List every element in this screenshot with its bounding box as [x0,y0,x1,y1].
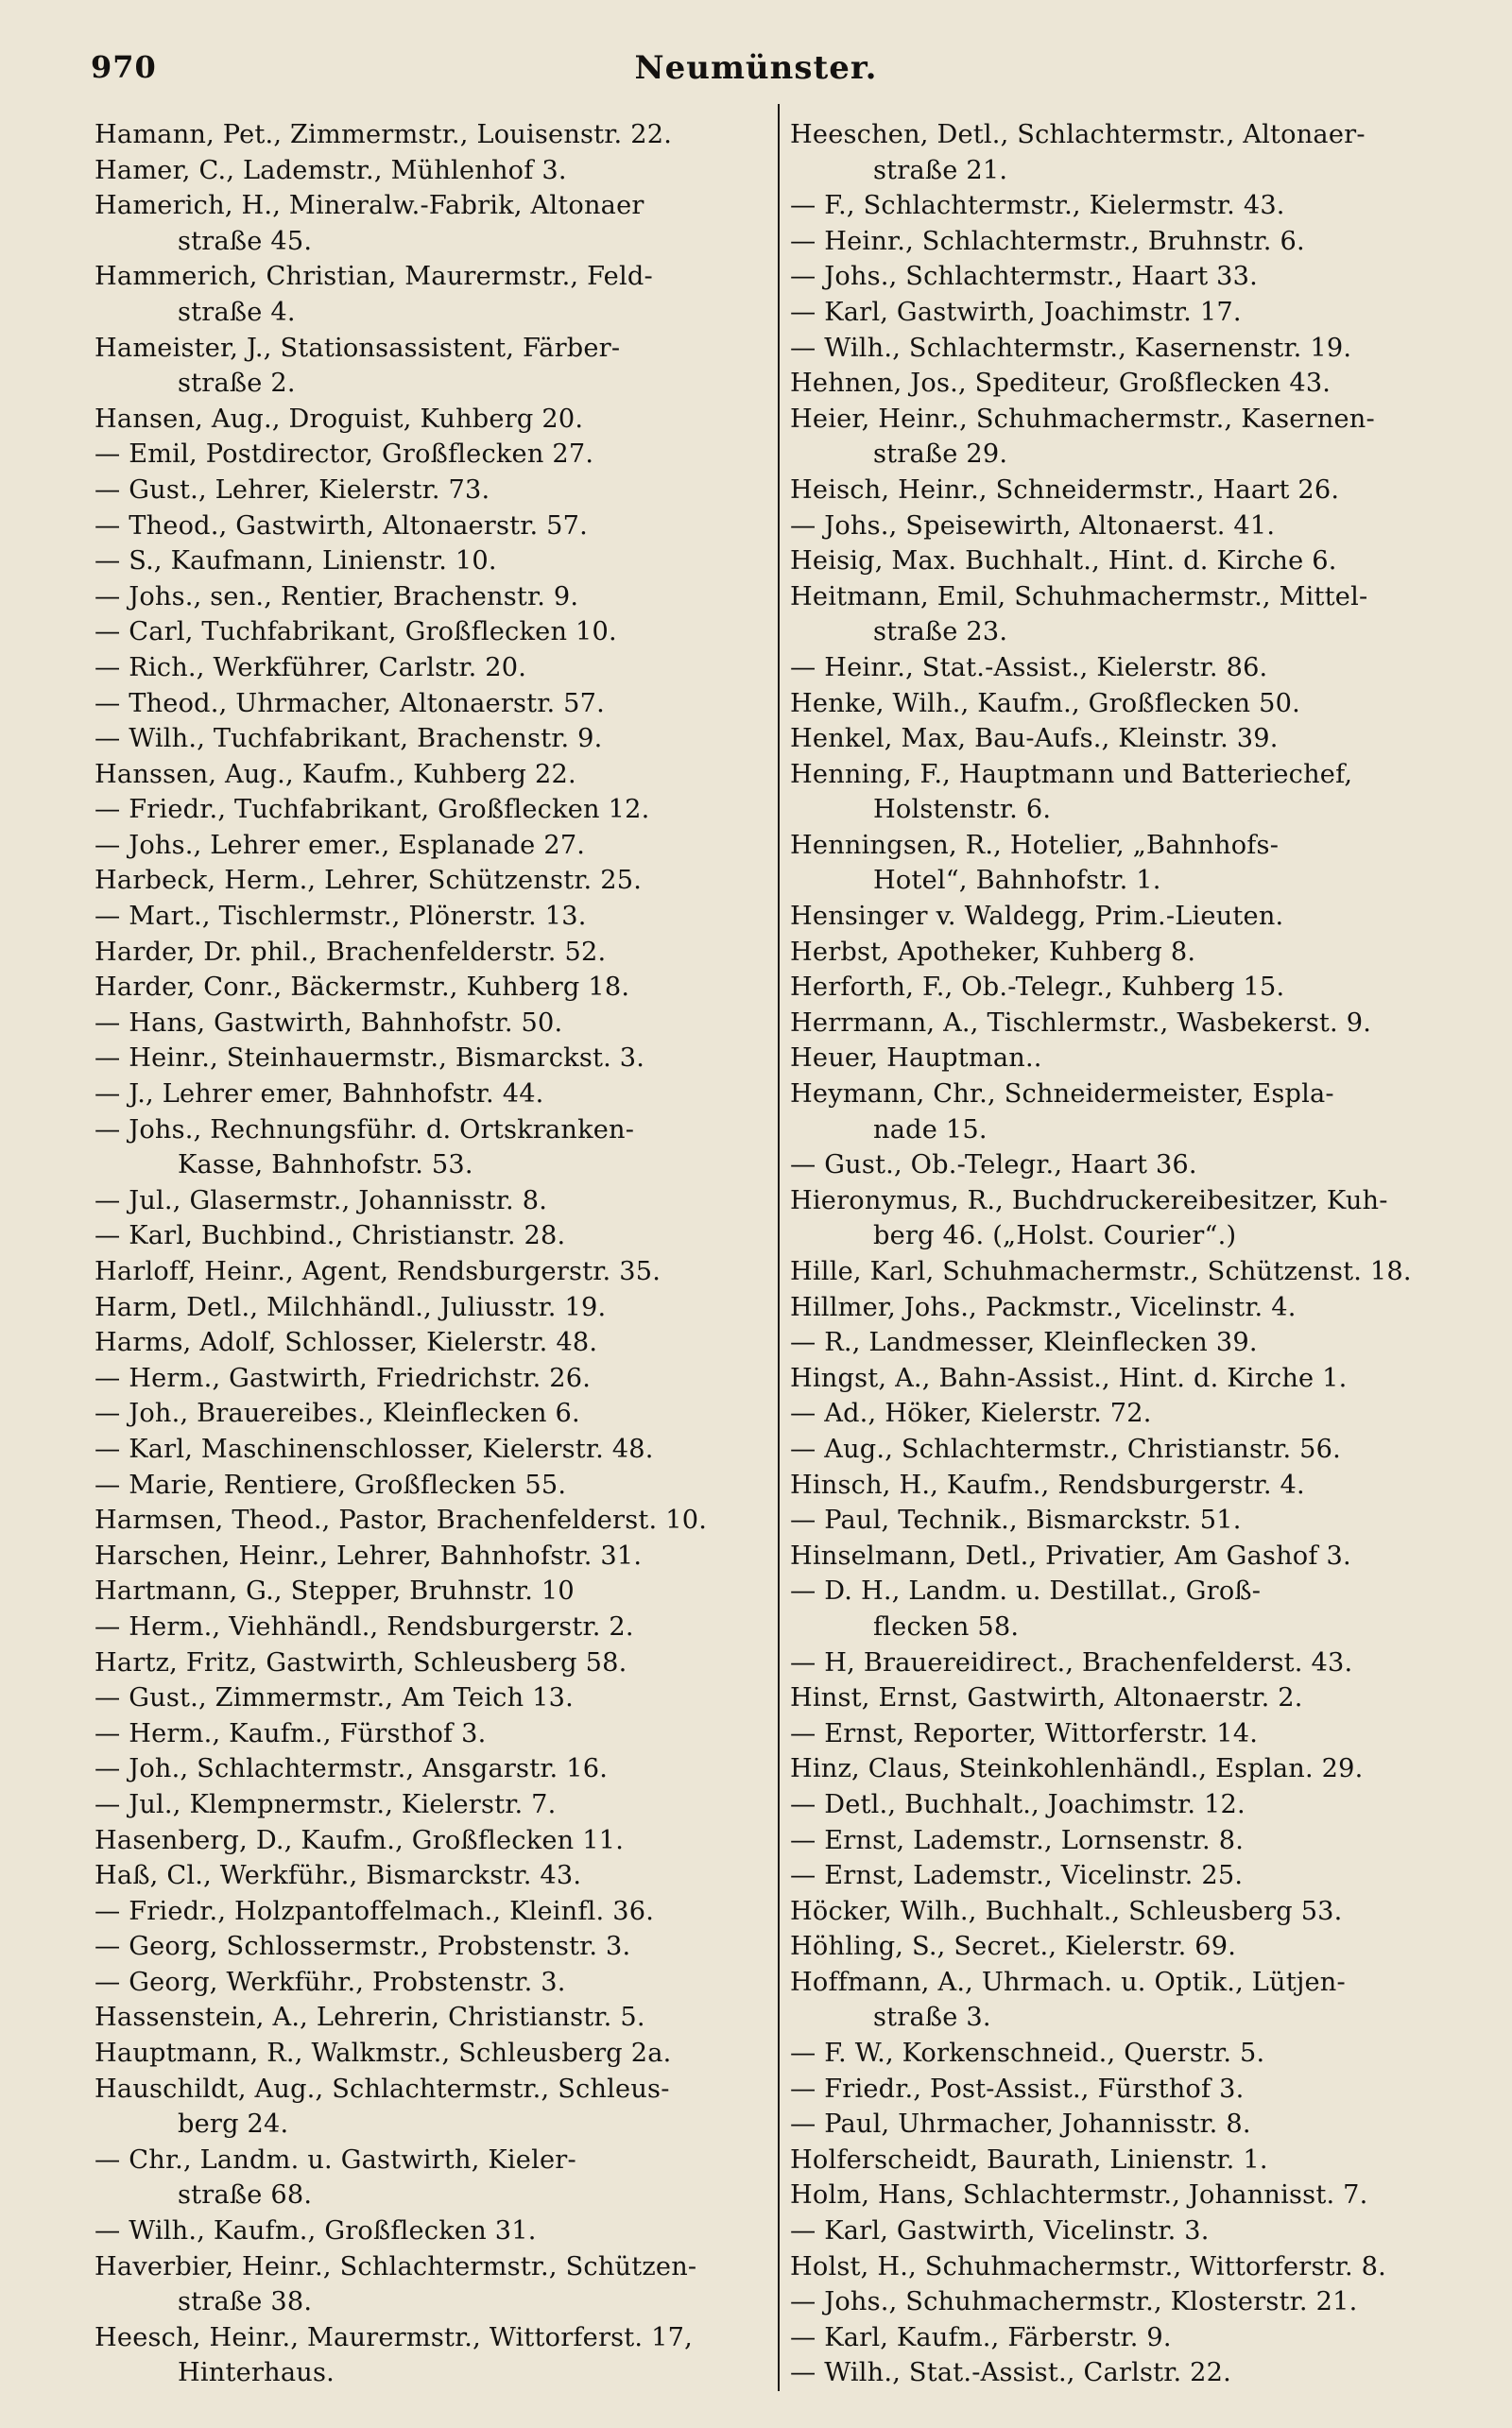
entry-continuation-line: nade 15. [873,1114,988,1145]
entry-line: — Wilh., Schlachtermstr., Kasernenstr. 19. [790,333,1352,363]
entry-line: — Theod., Gastwirth, Altonaerstr. 57. [94,510,588,541]
directory-entry [790,508,1461,544]
entry-line: Hoffmann, A., Uhrmach. u. Optik., Lütjen- [790,1967,1346,1997]
entry-line: — Jul., Glasermstr., Johannisstr. 8. [94,1185,548,1215]
entry-line: Herforth, F., Ob.-Telegr., Kuhberg 15. [790,973,1285,1003]
directory-entry [790,188,1461,224]
directory-entry [790,117,1461,188]
directory-entry [790,259,1461,295]
directory-entry [94,1610,771,1645]
entry-line: — Friedr., Post-Assist., Fürsthof 3. [790,2074,1245,2104]
entry-line: Henning, F., Hauptmann und Batteriechef, [790,759,1353,789]
entry-line: Hensinger v. Waldegg, Prim.-Lieuten. [790,902,1284,932]
directory-entry [790,1574,1461,1644]
entry-line: Harms, Adolf, Schlosser, Kielerstr. 48. [94,1328,598,1358]
directory-entry [94,1965,771,2001]
directory-entry [94,1218,771,1254]
entry-continuation-line: straße 4. [178,297,296,327]
directory-entry [94,543,771,579]
entry-line: — Gust., Ob.-Telegr., Haart 36. [790,1150,1197,1180]
directory-entry [94,1468,771,1504]
directory-entry [790,2036,1461,2072]
entry-line: Harder, Conr., Bäckermstr., Kuhberg 18. [94,973,630,1003]
directory-entry [790,970,1461,1006]
directory-entry [790,1468,1461,1504]
directory-entry [94,863,771,899]
entry-line: Hinst, Ernst, Gastwirth, Altonaerstr. 2. [790,1683,1303,1713]
directory-entry [94,1006,771,1042]
entry-line: Hartz, Fritz, Gastwirth, Schleusberg 58. [94,1647,627,1678]
entry-line: — Gust., Zimmermstr., Am Teich 13. [94,1683,574,1713]
entry-continuation-line: straße 21. [873,155,1008,185]
entry-line: Haß, Cl., Werkführ., Bismarckstr. 43. [94,1861,582,1891]
entry-line: Heymann, Chr., Schneidermeister, Espla- [790,1079,1334,1110]
directory-entry [94,1894,771,1930]
directory-entry [790,686,1461,722]
directory-entry [94,508,771,544]
entry-line: Hingst, A., Bahn-Assist., Hint. d. Kirche 1. [790,1363,1348,1393]
entry-line: Heitmann, Emil, Schuhmachermstr., Mittel- [790,581,1368,611]
entry-continuation-line: straße 23. [873,617,1008,647]
entry-line: — Wilh., Kaufm., Großflecken 31. [94,2216,537,2247]
directory-entry [790,1716,1461,1752]
entry-continuation-line: straße 38. [178,2287,313,2317]
entry-line: Höcker, Wilh., Buchhalt., Schleusberg 53. [790,1896,1343,1926]
entry-line: Hasenberg, D., Kaufm., Großflecken 11. [94,1825,625,1855]
entry-line: — H, Brauereidirect., Brachenfelderst. 43. [790,1647,1353,1678]
entry-line: — Johs., Schuhmachermstr., Klosterstr. 21. [790,2287,1358,2317]
directory-entry [790,1965,1461,2036]
entry-line: Herrmann, A., Tischlermstr., Wasbekerst. 9. [790,1007,1372,1038]
directory-entry [94,2143,771,2213]
directory-entry [94,153,771,189]
entry-continuation-line: Hotel“, Bahnhofstr. 1. [873,866,1161,896]
entry-line: — Johs., Rechnungsführ. d. Ortskranken- [94,1114,635,1145]
directory-entry [790,402,1461,473]
directory-entry [94,1858,771,1894]
entry-continuation-line: straße 3. [873,2003,991,2033]
entry-line: — Marie, Rentiere, Großflecken 55. [94,1470,567,1500]
entry-continuation-line: straße 68. [178,2180,313,2211]
directory-entry [790,473,1461,508]
entry-line: — F. W., Korkenschneid., Querstr. 5. [790,2039,1265,2069]
directory-entry [94,188,771,259]
entry-line: Hauptmann, R., Walkmstr., Schleusberg 2a. [94,2039,672,2069]
directory-entry [790,2107,1461,2143]
entry-line: — Herm., Viehhändl., Rendsburgerstr. 2. [94,1611,634,1642]
entry-line: — Georg, Schlossermstr., Probstenstr. 3. [94,1932,631,1962]
directory-entry [790,2072,1461,2108]
directory-entry [790,721,1461,757]
directory-entry [94,1787,771,1823]
entry-line: Holferscheidt, Baurath, Linienstr. 1. [790,2144,1268,2175]
directory-entry [790,1858,1461,1894]
directory-entry [94,614,771,650]
entry-line: — Joh., Brauereibes., Kleinflecken 6. [94,1399,580,1429]
directory-entry [790,650,1461,686]
entry-line: — Ad., Höker, Kielerstr. 72. [790,1399,1152,1429]
directory-entry [94,2213,771,2249]
entry-line: Heisch, Heinr., Schneidermstr., Haart 26. [790,474,1340,505]
entry-line: — Wilh., Stat.-Assist., Carlstr. 22. [790,2358,1231,2388]
directory-entry [94,721,771,757]
entry-continuation-line: berg 24. [178,2109,289,2140]
entry-continuation-line: Kasse, Bahnhofstr. 53. [178,1150,473,1180]
entry-line: Hassenstein, A., Lehrerin, Christianstr. 5. [94,2003,645,2033]
directory-entry [94,686,771,722]
page-header [91,49,1421,100]
entry-line: Hillmer, Johs., Packmstr., Vicelinstr. 4. [790,1292,1297,1322]
entry-line: — Ernst, Lademstr., Vicelinstr. 25. [790,1861,1244,1891]
directory-entry [94,1254,771,1290]
directory-entry [790,2213,1461,2249]
entry-line: — Karl, Maschinenschlosser, Kielerstr. 48. [94,1434,654,1464]
entry-line: — Karl, Gastwirth, Vicelinstr. 3. [790,2216,1210,2247]
directory-entry [790,2249,1461,2285]
entry-line: Hamer, C., Lademstr., Mühlenhof 3. [94,155,567,185]
entry-continuation-line: Hinterhaus. [178,2358,335,2388]
directory-entry [790,1503,1461,1539]
directory-entry [790,1432,1461,1468]
entry-line: — Friedr., Holzpantoffelmach., Kleinfl. 36. [94,1896,655,1926]
directory-entry [790,1006,1461,1042]
directory-entry [790,828,1461,899]
directory-entry [790,1076,1461,1147]
directory-entry [94,473,771,508]
entry-line: Hamann, Pet., Zimmermstr., Louisenstr. 22. [94,120,673,149]
directory-entry [790,579,1461,650]
entry-line: Hieronymus, R., Buchdruckereibesitzer, Kuh- [790,1185,1388,1215]
entry-line: — F., Schlachtermstr., Kielermstr. 43. [790,191,1285,221]
directory-entry [94,828,771,864]
entry-line: — Joh., Schlachtermstr., Ansgarstr. 16. [94,1754,609,1784]
entry-line: Hinsch, H., Kaufm., Rendsburgerstr. 4. [790,1470,1305,1500]
directory-entry [790,1645,1461,1681]
entry-line: — Chr., Landm. u. Gastwirth, Kieler- [94,2144,576,2175]
directory-entry [94,259,771,330]
entry-line: Hartmann, G., Stepper, Bruhnstr. 10 [94,1576,575,1607]
entry-line: — Heinr., Steinhauermstr., Bismarckst. 3. [94,1043,645,1074]
directory-entry [94,1645,771,1681]
entry-continuation-line: straße 29. [873,439,1008,470]
entry-line: — Wilh., Tuchfabrikant, Brachenstr. 9. [94,724,603,754]
directory-entry [94,970,771,1006]
directory-entry [790,1361,1461,1397]
entry-line: Heeschen, Detl., Schlachtermstr., Altonaer- [790,120,1366,149]
directory-entry [94,1929,771,1965]
directory-entry [94,1183,771,1219]
entry-line: Harbeck, Herm., Lehrer, Schützenstr. 25. [94,866,643,896]
directory-entry [790,1325,1461,1361]
directory-entry [790,1183,1461,1254]
column-divider [778,104,780,2391]
entry-line: Hanssen, Aug., Kaufm., Kuhberg 22. [94,759,576,789]
entry-line: Harder, Dr. phil., Brachenfelderstr. 52. [94,937,607,967]
directory-entry [790,2320,1461,2356]
entry-line: Harm, Detl., Milchhändl., Juliusstr. 19. [94,1292,607,1322]
entry-line: — Johs., Speisewirth, Altonaerst. 41. [790,510,1276,541]
entry-line: Holm, Hans, Schlachtermstr., Johannisst. 7. [790,2180,1368,2211]
directory-entry [94,1290,771,1326]
entry-line: — Theod., Uhrmacher, Altonaerstr. 57. [94,688,606,718]
directory-entry [790,1929,1461,1965]
entry-line: — Detl., Buchhalt., Joachimstr. 12. [790,1789,1246,1819]
running-head: Neumünster. [634,49,878,87]
entry-continuation-line: flecken 58. [873,1611,1020,1642]
entry-line: — S., Kaufmann, Linienstr. 10. [94,546,497,577]
directory-entry [94,792,771,828]
entry-continuation-line: straße 2. [178,369,296,399]
directory-entry [790,543,1461,579]
entry-line: — Georg, Werkführ., Probstenstr. 3. [94,1967,566,1997]
directory-entry [790,757,1461,828]
directory-entry [790,1396,1461,1432]
entry-line: — Paul, Technik., Bismarckstr. 51. [790,1506,1242,1536]
directory-entry [790,224,1461,260]
directory-entry [790,935,1461,971]
entry-line: — Friedr., Tuchfabrikant, Großflecken 12. [94,795,650,825]
entry-line: Harloff, Heinr., Agent, Rendsburgerstr. 35. [94,1257,662,1286]
directory-entry [790,1254,1461,1290]
entry-line: — Aug., Schlachtermstr., Christianstr. 56. [790,1434,1342,1464]
directory-entry [790,1680,1461,1716]
directory-entry [790,1823,1461,1859]
entry-line: — Ernst, Reporter, Wittorferstr. 14. [790,1718,1259,1748]
entry-line: Holst, H., Schuhmachermstr., Wittorferstr. 8. [790,2251,1386,2282]
directory-entry [94,117,771,153]
directory-entry [94,331,771,402]
directory-entry [94,2000,771,2036]
directory-entry [790,2355,1461,2391]
directory-entry [94,1539,771,1575]
directory-entry [790,1147,1461,1183]
entry-line: Harschen, Heinr., Lehrer, Bahnhofstr. 31. [94,1541,643,1571]
directory-entry [94,1574,771,1610]
entry-line: Haverbier, Heinr., Schlachtermstr., Schützen- [94,2251,697,2282]
directory-entry [94,1751,771,1787]
entry-line: — Heinr., Schlachtermstr., Bruhnstr. 6. [790,226,1305,256]
entry-line: — Johs., sen., Rentier, Brachenstr. 9. [94,581,579,611]
directory-entry [94,1325,771,1361]
entry-line: — Mart., Tischlermstr., Plönerstr. 13. [94,902,587,932]
entry-line: — Herm., Gastwirth, Friedrichstr. 26. [94,1363,592,1393]
entry-line: Herbst, Apotheker, Kuhberg 8. [790,937,1196,967]
entry-continuation-line: straße 45. [178,226,313,256]
entry-line: — R., Landmesser, Kleinflecken 39. [790,1328,1258,1358]
entry-line: Höhling, S., Secret., Kielerstr. 69. [790,1932,1237,1962]
directory-entry [94,899,771,935]
entry-line: Hille, Karl, Schuhmachermstr., Schützenst. 18. [790,1257,1412,1286]
entry-line: — Johs., Schlachtermstr., Haart 33. [790,262,1259,292]
directory-entry [94,1503,771,1539]
entry-continuation-line: Holstenstr. 6. [873,795,1052,825]
directory-entry [94,1076,771,1112]
directory-entry [94,935,771,971]
entry-continuation-line: berg 46. („Holst. Courier“.) [873,1221,1237,1251]
directory-entry [790,366,1461,402]
entry-line: Hamerich, H., Mineralw.-Fabrik, Altonaer [94,191,644,221]
entry-line: — Rich., Werkführer, Carlstr. 20. [94,652,527,682]
directory-entry [790,331,1461,367]
directory-entry [790,1539,1461,1575]
directory-entry [94,1041,771,1076]
entry-line: Henningsen, R., Hotelier, „Bahnhofs- [790,830,1280,860]
page-number: 970 [91,49,157,85]
directory-entry [94,1432,771,1468]
directory-entry [790,2178,1461,2213]
entry-line: — Emil, Postdirector, Großflecken 27. [94,439,594,470]
left-column [94,117,771,2391]
right-column [790,117,1461,2391]
entry-line: Harmsen, Theod., Pastor, Brachenfelderst. 10. [94,1506,708,1536]
directory-entry [94,1823,771,1859]
entry-line: Henke, Wilh., Kaufm., Großflecken 50. [790,688,1300,718]
directory-entry [790,1290,1461,1326]
directory-entry [94,2036,771,2072]
directory-entry [94,1680,771,1716]
directory-entry [94,1112,771,1183]
entry-line: Hehnen, Jos., Spediteur, Großflecken 43. [790,369,1332,399]
entry-line: — D. H., Landm. u. Destillat., Groß- [790,1576,1262,1607]
entry-line: Hauschildt, Aug., Schlachtermstr., Schleus- [94,2074,670,2104]
entry-line: Henkel, Max, Bau-Aufs., Kleinstr. 39. [790,724,1279,754]
directory-entry [790,2143,1461,2178]
directory-entry [94,2249,771,2320]
entry-line: — Jul., Klempnermstr., Kielerstr. 7. [94,1789,557,1819]
directory-entry [94,402,771,438]
entry-line: Hinselmann, Detl., Privatier, Am Gashof 3. [790,1541,1351,1571]
entry-line: — Karl, Buchbind., Christianstr. 28. [94,1221,566,1251]
directory-entry [94,2320,771,2391]
directory-entry [790,1041,1461,1076]
entry-line: Heuer, Hauptman.. [790,1043,1042,1074]
entry-line: — Gust., Lehrer, Kielerstr. 73. [94,474,490,505]
entry-line: — Johs., Lehrer emer., Esplanade 27. [94,830,586,860]
entry-line: — Hans, Gastwirth, Bahnhofstr. 50. [94,1007,563,1038]
entry-line: — Karl, Kaufm., Färberstr. 9. [790,2322,1172,2352]
entry-line: Hansen, Aug., Droguist, Kuhberg 20. [94,404,584,434]
directory-entry [94,757,771,793]
entry-line: — Ernst, Lademstr., Lornsenstr. 8. [790,1825,1245,1855]
entry-line: — J., Lehrer emer, Bahnhofstr. 44. [94,1079,544,1110]
entry-line: Hammerich, Christian, Maurermstr., Feld- [94,262,653,292]
entry-line: Heesch, Heinr., Maurermstr., Wittorferst. 17, [94,2322,693,2352]
entry-line: Hameister, J., Stationsassistent, Färber- [94,333,621,363]
entry-line: Heisig, Max. Buchhalt., Hint. d. Kirche 6. [790,546,1337,577]
directory-entry [94,1396,771,1432]
directory-entry [94,1361,771,1397]
entry-line: — Paul, Uhrmacher, Johannisstr. 8. [790,2109,1251,2140]
directory-entry [94,650,771,686]
directory-entry [94,579,771,615]
directory-entry [790,1787,1461,1823]
entry-line: — Karl, Gastwirth, Joachimstr. 17. [790,297,1242,327]
directory-entry [790,295,1461,331]
directory-entry [94,2072,771,2143]
directory-entry [790,899,1461,935]
entry-line: — Heinr., Stat.-Assist., Kielerstr. 86. [790,652,1268,682]
directory-entry [94,1716,771,1752]
directory-entry [94,437,771,473]
entry-line: Hinz, Claus, Steinkohlenhändl., Esplan. 29. [790,1754,1364,1784]
entry-line: — Herm., Kaufm., Fürsthof 3. [94,1718,487,1748]
directory-entry [790,1894,1461,1930]
entry-line: Heier, Heinr., Schuhmachermstr., Kasernen- [790,404,1375,434]
directory-entry [790,2284,1461,2320]
directory-entry [790,1751,1461,1787]
entry-line: — Carl, Tuchfabrikant, Großflecken 10. [94,617,617,647]
